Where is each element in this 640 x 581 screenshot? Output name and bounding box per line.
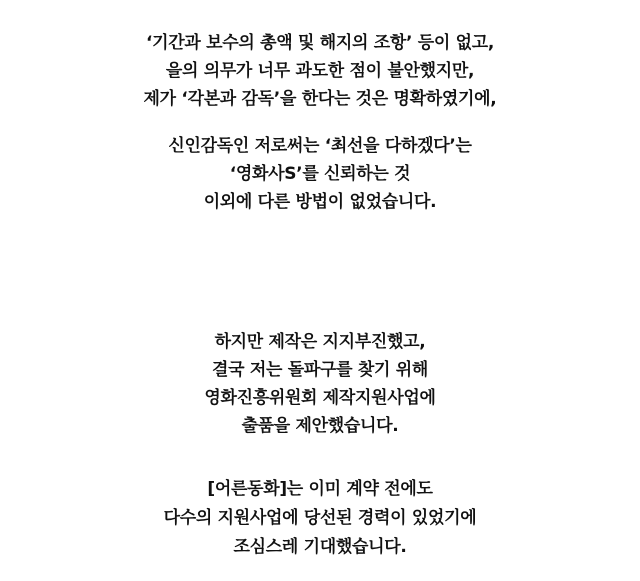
text-line: 신인감독인 저로써는 ‘최선을 다하겠다’는 [168,136,472,156]
text-line: [어른동화]는 이미 계약 전에도 [207,479,433,499]
text-line: 출품을 제안했습니다. [241,416,399,436]
text-line: 이외에 다른 방법이 없었습니다. [203,192,437,212]
text-line: 제가 ‘각본과 감독’을 한다는 것은 명확하였기에, [143,89,497,109]
text-line: 결국 저는 돌파구를 찾기 위해 [212,360,428,380]
text-line: 조심스레 기대했습니다. [233,537,407,557]
text-line: 을의 의무가 너무 과도한 점이 불안했지만, [165,61,475,81]
text-line: 하지만 제작은 지지부진했고, [214,332,426,352]
text-line: ‘영화사S’를 신뢰하는 것 [229,164,411,184]
text-line: ‘기간과 보수의 총액 및 해지의 조항’ 등이 없고, [146,33,494,53]
text-line: 다수의 지원사업에 당선된 경력이 있었기에 [163,508,477,528]
text-line: 영화진흥위원회 제작지원사업에 [204,388,436,408]
